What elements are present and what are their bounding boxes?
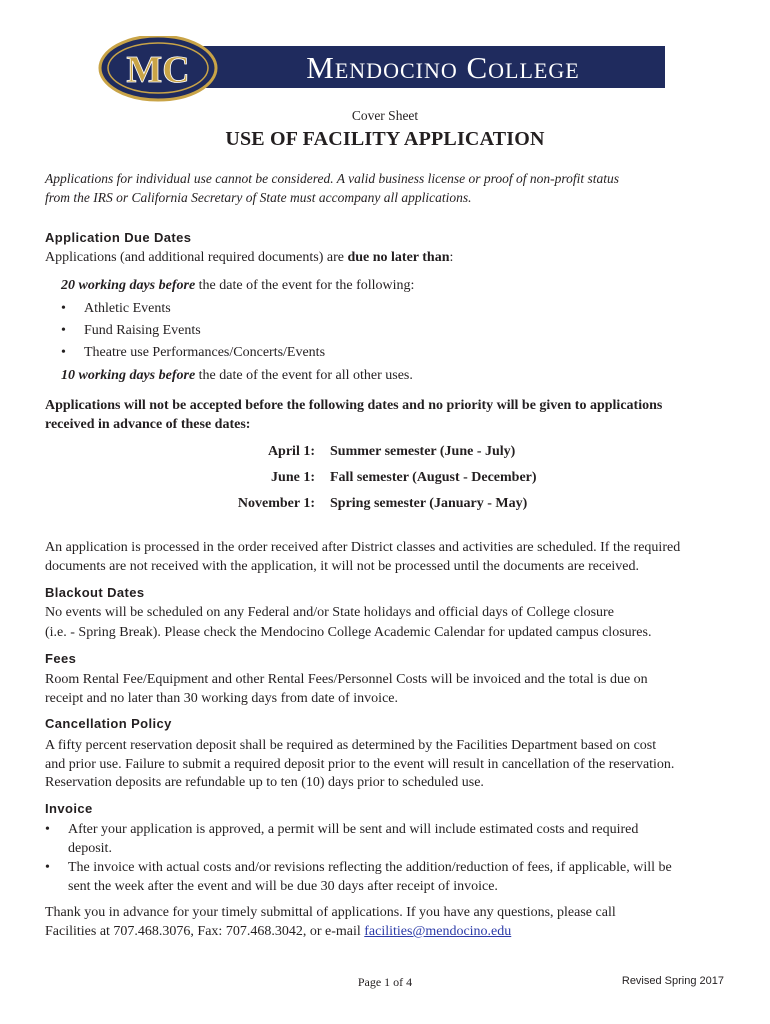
cancellation-line-3: Reservation deposits are refundable up to ten (10) days prior to scheduled use. xyxy=(45,775,484,790)
schedule-semester: Fall semester (August - December) xyxy=(330,470,537,485)
schedule-date: April 1: xyxy=(267,444,315,459)
invoice-item-1-line-2: deposit. xyxy=(68,841,112,856)
bullet-icon: • xyxy=(45,822,50,837)
invoice-item-2-line-2: sent the week after the event and will be due 30 days after receipt of invoice. xyxy=(68,879,498,894)
cancellation-line-1: A fifty percent reservation deposit shall be required as determined by the Facilities Department based on cost xyxy=(45,738,657,753)
priority-notice-line-1: Applications will not be accepted before the following dates and no priority will be given to applications xyxy=(45,398,663,413)
revision-note: Revised Spring 2017 xyxy=(621,975,724,987)
closing-line-1: Thank you in advance for your timely submittal of applications. If you have any questions, please call xyxy=(45,905,616,920)
ten-day-rule: 10 working days before the date of the event for all other uses. xyxy=(61,368,413,383)
process-line-2: documents are not received with the application, it will not be processed until the documents are received. xyxy=(45,559,640,574)
schedule-semester: Spring semester (January - May) xyxy=(330,496,528,511)
section-heading-due-dates: Application Due Dates xyxy=(45,230,192,245)
due-dates-lead: Applications (and additional required documents) are due no later than: xyxy=(45,250,454,265)
closing-line-2: Facilities at 707.468.3076, Fax: 707.468.3042, or e-mail facilities@mendocino.edu xyxy=(45,924,512,939)
bullet-icon: • xyxy=(45,860,50,875)
event-item: Fund Raising Events xyxy=(84,323,201,338)
event-item: Theatre use Performances/Concerts/Events xyxy=(84,345,326,360)
invoice-item-2-line-1: The invoice with actual costs and/or revisions reflecting the addition/reduction of fees, if applicable, will be xyxy=(68,860,672,875)
section-heading-invoice: Invoice xyxy=(45,801,93,816)
page-title: USE OF FACILITY APPLICATION xyxy=(225,128,545,150)
section-heading-cancellation: Cancellation Policy xyxy=(45,716,172,731)
schedule-date: June 1: xyxy=(271,470,315,485)
blackout-line-1: No events will be scheduled on any Federal and/or State holidays and official days of College closure xyxy=(45,605,614,620)
facilities-email-link[interactable]: facilities@mendocino.edu xyxy=(364,924,512,939)
fees-line-1: Room Rental Fee/Equipment and other Rental Fees/Personnel Costs will be invoiced and the total is due on xyxy=(45,672,648,687)
process-line-1: An application is processed in the order received after District classes and activities are scheduled. If the required xyxy=(45,540,681,555)
college-logo xyxy=(98,36,665,104)
section-heading-blackout: Blackout Dates xyxy=(45,585,145,600)
cancellation-line-2: and prior use. Failure to submit a required deposit prior to the event will result in cancellation of the reservation. xyxy=(45,757,675,772)
college-name: Mendocino College xyxy=(306,50,580,85)
section-heading-fees: Fees xyxy=(45,651,77,666)
logo-monogram: MC xyxy=(126,49,190,91)
blackout-line-2: (i.e. - Spring Break). Please check the Mendocino College Academic Calendar for updated campus closures. xyxy=(45,625,652,640)
cover-sheet-label: Cover Sheet xyxy=(351,108,419,123)
schedule-date: November 1: xyxy=(237,496,315,511)
bullet-icon: • xyxy=(61,345,66,360)
event-item: Athletic Events xyxy=(84,301,171,316)
fees-line-2: receipt and no later than 30 working days from date of invoice. xyxy=(45,691,398,706)
invoice-item-1-line-1: After your application is approved, a permit will be sent and will include estimated costs and required xyxy=(68,822,639,837)
intro-line-1: Applications for individual use cannot be considered. A valid business license or proof of non-profit status xyxy=(45,171,619,186)
priority-notice-line-2: received in advance of these dates: xyxy=(45,417,251,432)
twenty-day-rule: 20 working days before the date of the event for the following: xyxy=(61,278,415,293)
bullet-icon: • xyxy=(61,301,66,316)
schedule-semester: Summer semester (June - July) xyxy=(330,444,516,459)
page-number: Page 1 of 4 xyxy=(357,975,413,989)
intro-line-2: from the IRS or California Secretary of State must accompany all applications. xyxy=(45,190,472,205)
bullet-icon: • xyxy=(61,323,66,338)
